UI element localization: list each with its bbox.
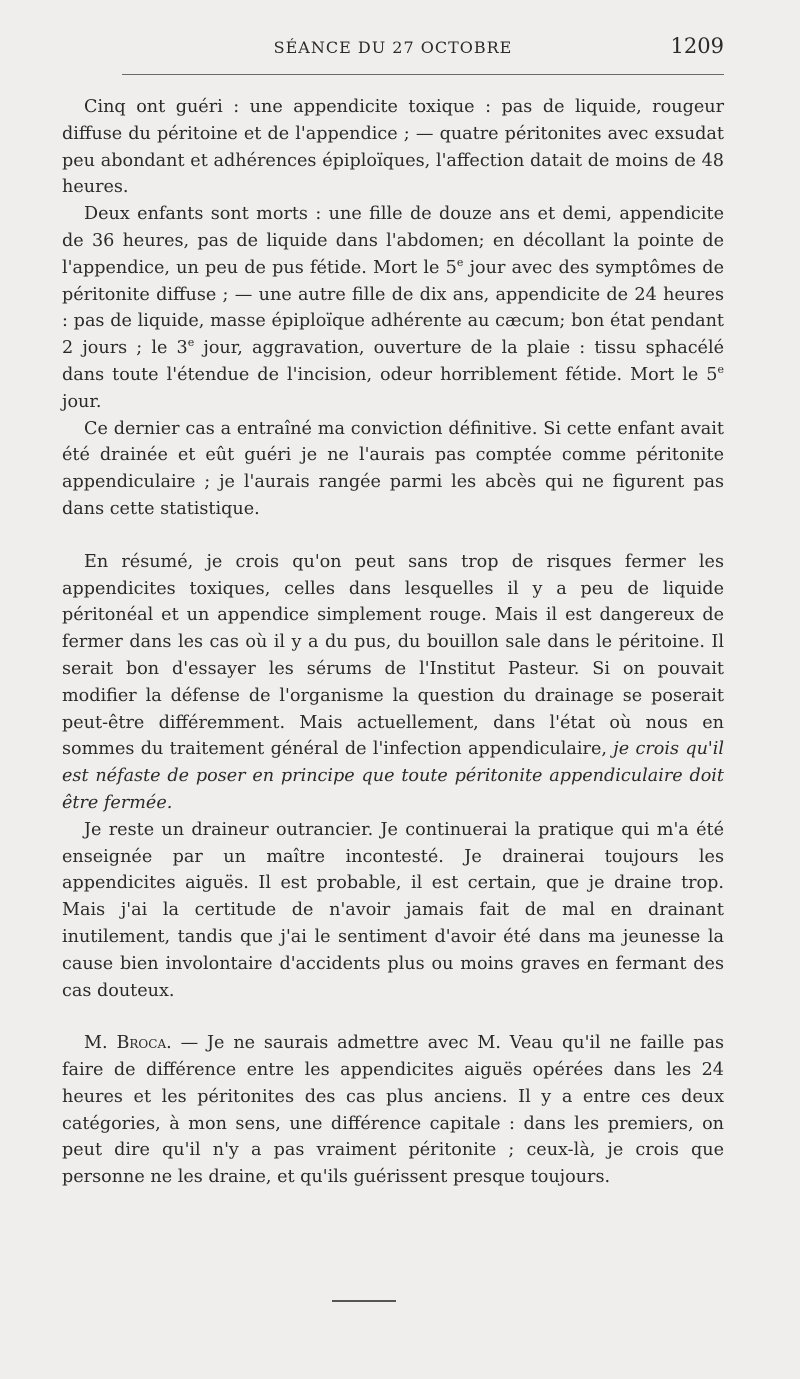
paragraph — [62, 201, 724, 415]
page-header — [62, 34, 724, 64]
paragraph: Je reste un draineur outrancier. Je continuerai la pratique qui m'a été enseignée par un maître incontesté. Je drainerai toujours les appendicites aiguës. Il est probable, il est certain, que je draine trop. Mais j'ai la certitude de n'avoir jamais fait de mal en drainant inutilement, tandis que j'ai le sentiment d'avoir été dans ma jeunesse la cause bien involontaire d'accidents plus ou moins graves en fermant des cas douteux. — [62, 819, 724, 1001]
paragraph — [62, 549, 724, 817]
text-run: jour, aggravation, ouverture de la plaie : tissu sphacélé dans toute l'étendue de l'incision, odeur horriblement fétide. Mort le 5 — [62, 338, 724, 385]
paragraph: Ce dernier cas a entraîné ma conviction définitive. Si cette enfant avait été drainée et eût guéri je ne l'aurais pas comptée comme péritonite appendiculaire ; je l'aurais rangée parmi les abcès qui ne figurent pas dans cette statistique. — [62, 418, 724, 519]
text-run: . — Je ne saurais admettre avec M. Veau qu'il ne faille pas faire de différence entre les appendicites aiguës opérées dans les 24 heures et les péritonites des cas plus anciens. Il y a entre ces deux catégories, à mon sens, une différence capitale : dans les premiers, on peut dire qu'il n'y a pas vraiment péritonite ; ceux-là, je crois que personne ne les draine, et qu'ils guérissent presque toujours. — [62, 1033, 725, 1188]
text-run: M. — [84, 1033, 117, 1054]
ordinal-superscript: e — [717, 363, 724, 377]
paragraph: Cinq ont guéri : une appendicite toxique : pas de liquide, rougeur diffuse du péritoine et de l'appendice ; — quatre péritonites avec exsudat peu abondant et adhérences épiploïques, l'affection datait de moins de 48 heures. — [62, 97, 724, 198]
speaker-name: Broca — [116, 1033, 167, 1054]
paragraph — [62, 1030, 724, 1191]
text-run: jour avec des symptômes de péritonite diffuse ; — une autre fille de dix ans, appendicite de 24 heures : pas de liquide, masse épiploïque adhérente au cæcum; bon état pendant 2 jours ; le 3 — [62, 257, 724, 359]
running-title: SÉANCE DU 27 OCTOBRE — [273, 38, 513, 57]
ordinal-superscript: e — [187, 336, 195, 350]
page-number: 1209 — [670, 34, 724, 58]
text-run: Deux enfants sont morts : une fille de douze ans et demi, appendicite de 36 heures, pas de liquide dans l'abdomen; en décollant la pointe de l'appendice, un peu de pus fétide. Mort le 5 — [62, 204, 724, 278]
closing-rule — [332, 1300, 396, 1302]
header-rule — [122, 74, 724, 75]
italic-text: je crois qu'il est néfaste de poser en principe que toute péritonite appendiculaire doit être fermée. — [62, 739, 725, 813]
body-text — [62, 94, 724, 1191]
ordinal-superscript: e — [456, 255, 464, 269]
text-run: En résumé, je crois qu'on peut sans trop de risques fermer les appendicites toxiques, celles dans lesquelles il y a peu de liquide péritonéal et un appendice simplement rouge. Mais il est dangereux de fermer dans les cas où il y a du pus, du bouillon sale dans le péritoine. Il serait bon d'essayer les sérums de l'Institut Pasteur. Si on pouvait modifier la défense de l'organisme la question du drainage se poserait peut-être différemment. Mais actuellement, dans l'état où nous en sommes du traitement général de l'infection appendiculaire, — [62, 551, 724, 760]
text-run: jour. — [62, 391, 102, 412]
